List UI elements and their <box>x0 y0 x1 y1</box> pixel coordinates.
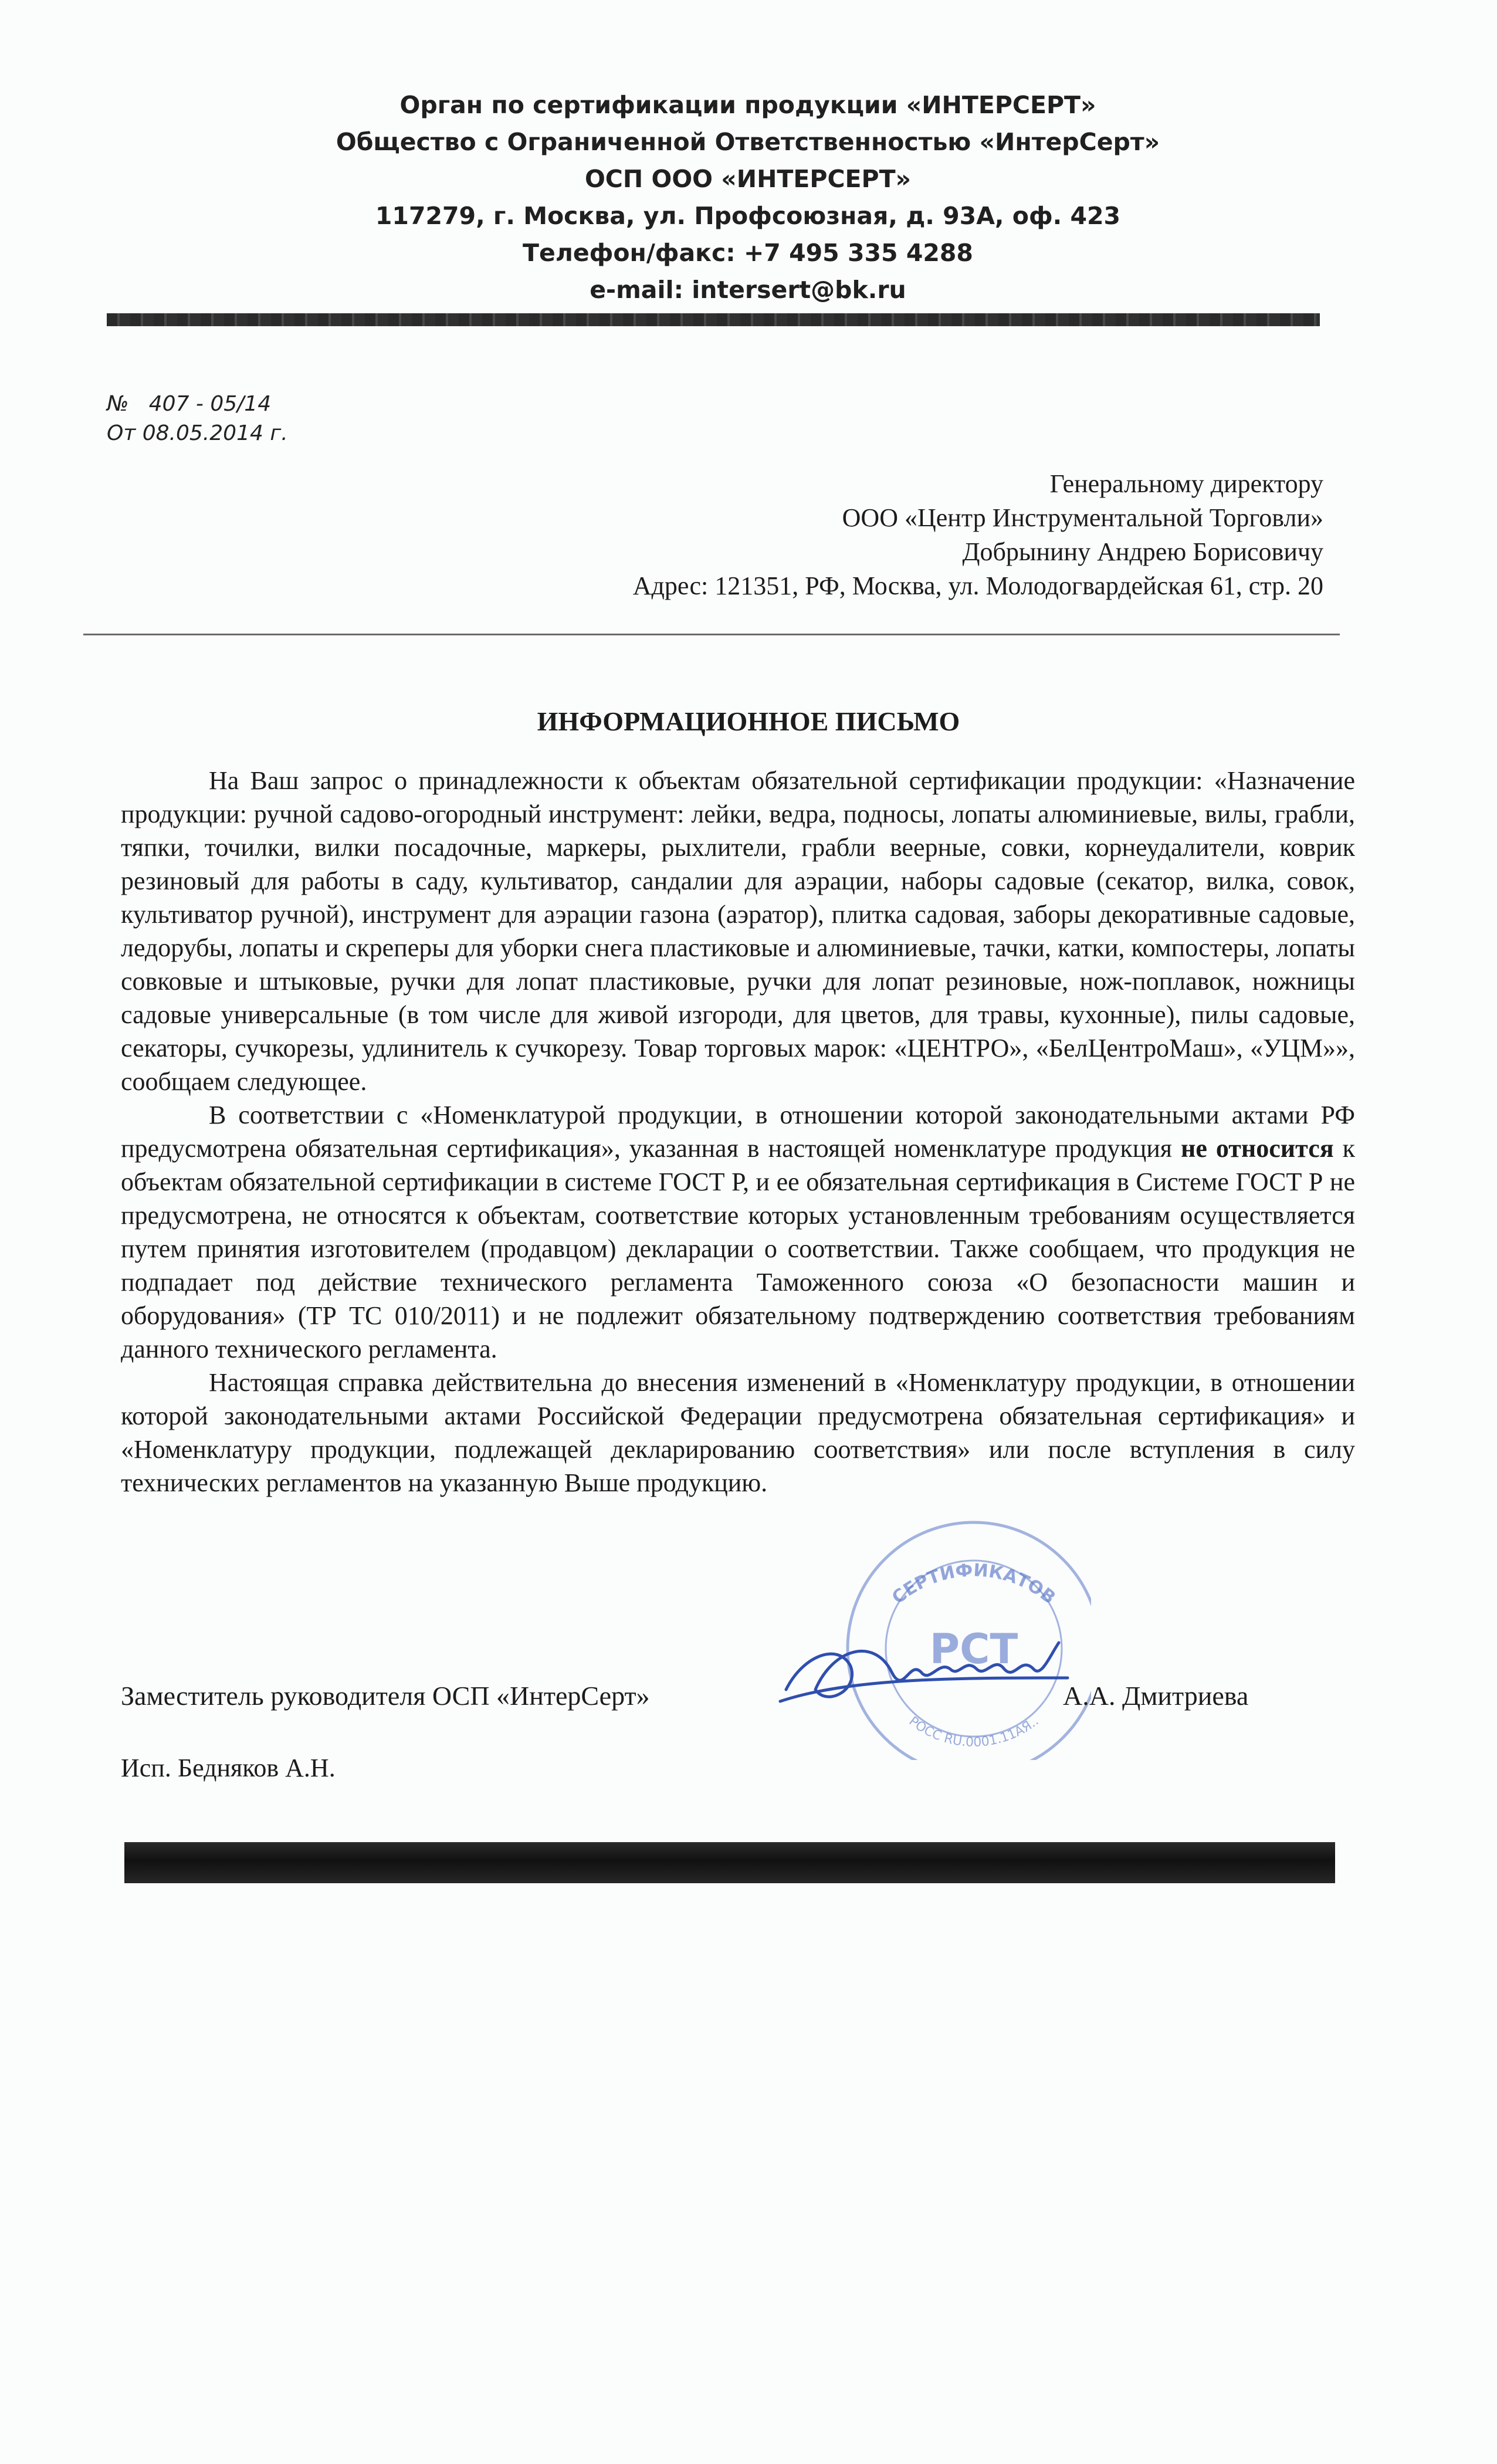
letterhead-org: Орган по сертификации продукции «ИНТЕРСЕРТ» <box>399 91 1096 119</box>
body-paragraph-1: На Ваш запрос о принадлежности к объектам обязательной сертификации продукции: «Назначение продукции: ручной садово-огородный инструмент: лейки, ведра, подносы, лопаты алюминиевые, вилы, грабли, тяпки, точилки, вилки посадочные, маркеры, рыхлители, грабли веерные, совки, корнеудалители, коврик резиновый для работы в саду, культиватор, сандалии для аэрации, наборы садовые (секатор, вилка, совок, культиватор ручной), инструмент для аэрации газона (аэратор), плитка садовая, заборы декоративные садовые, ледорубы, лопаты и скреперы для уборки снега пластиковые и алюминиевые, тачки, катки, компостеры, лопаты совковые и штыковые, ручки для лопат пластиковые, ручки для лопат резиновые, нож-поплавок, ножницы садовые универсальные (в том числе для живой изгороди, для цветов, для травы, кухонные), пилы садовые, секаторы, сучкорезы, удлинитель к сучкорезу. Товар торговых марок: «ЦЕНТРО», «БелЦентроМаш», «УЦМ»», сообщаем следующее. <box>121 766 1355 1096</box>
body-paragraph-2-start: В соответствии с «Номенклатурой продукции, в отношении которой законодательными актами РФ предусмотрена обязательная сертификация», указанная в настоящей номенклатуре продукция <box>121 1101 1355 1163</box>
footer-bar <box>124 1842 1335 1883</box>
addressee-address: Адрес: 121351, РФ, Москва, ул. Молодогвардейская 61, стр. 20 <box>632 571 1323 600</box>
letterhead-osp: ОСП ООО «ИНТЕРСЕРТ» <box>584 165 912 193</box>
signature-scribble <box>780 1643 1068 1701</box>
letter-body <box>121 764 1355 1500</box>
addressee-position: Генеральному директору <box>1049 469 1323 498</box>
signatory-name: А.А. Дмитриева <box>1063 1681 1249 1711</box>
addressee-company: ООО «Центр Инструментальной Торговли» <box>842 503 1323 532</box>
body-paragraph-2-end: к объектам обязательной сертификации в системе ГОСТ Р, и ее обязательная сертификация в Системе ГОСТ Р не предусмотрена, не относятся к объектам, соответствие которых установленным требованиям осуществляется путем принятия изготовителем (продавцом) декларации о соответствии. Также сообщаем, что продукция не подпадает под действие технического регламента Таможенного союза «О безопасности машин и оборудования» (ТР ТС 010/2011) и не подлежит обязательному подтверждению соответствия требованиям данного технического регламента. <box>121 1134 1356 1363</box>
letterhead-phone: Телефон/факс: +7 495 335 4288 <box>523 239 973 267</box>
stamp-text-top: СЕРТИФИКАТОВ <box>888 1560 1059 1609</box>
addressee-name: Добрынину Андрею Борисовичу <box>962 537 1323 566</box>
reference-date: От 08.05.2014 г. <box>107 421 288 445</box>
reference-block <box>107 390 288 448</box>
certification-stamp <box>763 1502 1091 1760</box>
addressee-block <box>633 467 1323 603</box>
letterhead-company: Общество с Ограниченной Ответственностью «ИнтерСерт» <box>336 128 1160 156</box>
stamp-mark: РСТ <box>929 1625 1018 1673</box>
stamp-text-bottom: РОСС RU.0001.11АЯ.. <box>906 1714 1042 1750</box>
reference-number: № 407 - 05/14 <box>107 392 272 416</box>
body-paragraph-2 <box>121 1098 1355 1366</box>
letterhead <box>94 87 1402 309</box>
addressee-divider <box>83 634 1340 635</box>
letterhead-address: 117279, г. Москва, ул. Профсоюзная, д. 93А, оф. 423 <box>375 202 1121 230</box>
letterhead-email: e-mail: intersert@bk.ru <box>590 276 906 304</box>
letter-title: ИНФОРМАЦИОННОЕ ПИСЬМО <box>537 706 960 736</box>
body-paragraph-3: Настоящая справка действительна до внесения изменений в «Номенклатуру продукции, в отношении которой законодательными актами Российской Федерации предусмотрена обязательная сертификация» и «Номенклатуру продукции, подлежащей декларированию соответствия» или после вступления в силу технических регламентов на указанную Выше продукцию. <box>121 1368 1355 1497</box>
executor-name: Исп. Бедняков А.Н. <box>121 1754 336 1782</box>
body-emphasis: не относится <box>1181 1134 1334 1163</box>
signatory-position: Заместитель руководителя ОСП «ИнтерСерт» <box>121 1681 650 1711</box>
letterhead-divider <box>107 313 1320 326</box>
